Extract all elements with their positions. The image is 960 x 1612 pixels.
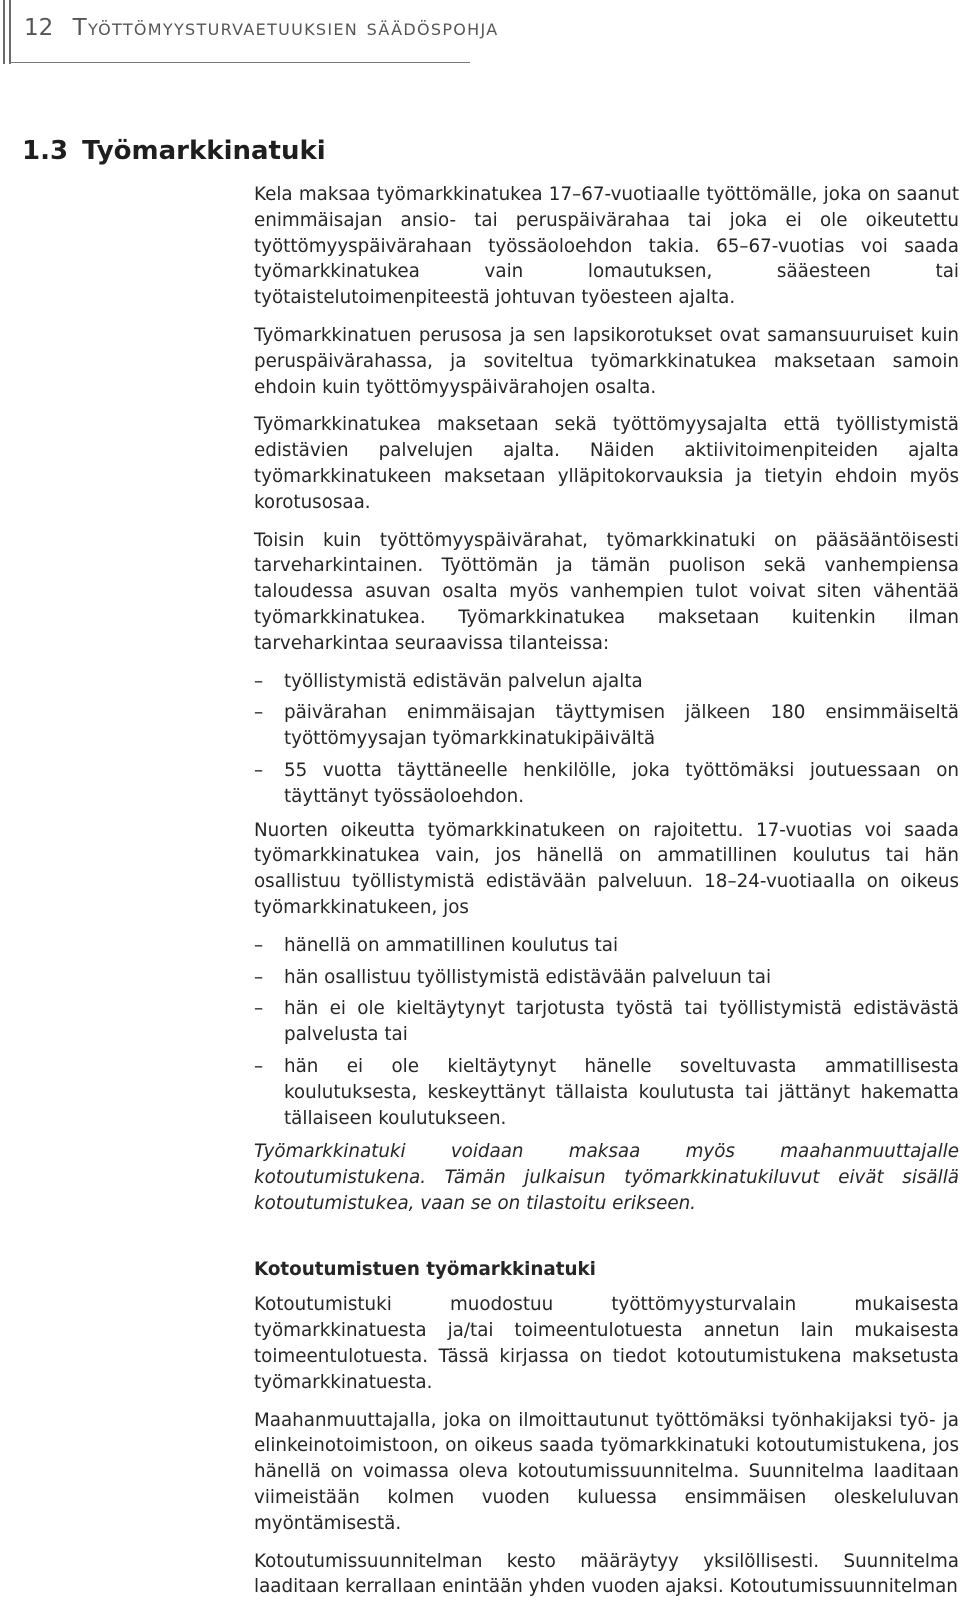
running-header <box>24 11 498 45</box>
paragraph: Toisin kuin työttömyyspäivärahat, työmarkkinatuki on pääsääntöisesti tarveharkintainen. Työttömän ja tämän puolison sekä vanhempiensa taloudessa asuvan osalta myös vanhempien tulot voivat siten vähentää työmarkkinatukea. Työmarkkinatukea maksetaan kuitenkin ilman tarveharkintaa seuraavissa tilanteissa: <box>254 529 959 654</box>
list-dash: – <box>254 966 264 988</box>
page-number: 12 <box>24 15 54 41</box>
condition-list <box>254 669 959 810</box>
margin-rule-outer <box>3 0 5 64</box>
list-item <box>254 758 959 810</box>
section-heading <box>22 134 326 168</box>
list-item <box>254 965 959 991</box>
list-item-text: 55 vuotta täyttäneelle henkilölle, joka työttömäksi joutuessaan on täyttänyt työssäoloehdon. <box>284 759 959 807</box>
header-rule <box>10 62 470 63</box>
paragraph: Nuorten oikeutta työmarkkinatukeen on rajoitettu. 17-vuotias voi saada työmarkkinatukea vain, jos hänellä on ammatillinen koulutus tai hän osallistuu työllistymistä edistävään palveluun. 18–24-vuotiaalla on oikeus työmarkkinatukeen, jos <box>254 819 959 918</box>
list-dash: – <box>254 998 264 1020</box>
paragraph: Työmarkkinatuen perusosa ja sen lapsikorotukset ovat samansuuruiset kuin peruspäivärahassa, ja soviteltua työmarkkinatukea maksetaan samoin ehdoin kuin työttömyyspäivärahojen osalta. <box>254 324 959 398</box>
list-item <box>254 933 959 959</box>
list-item-text: työllistymistä edistävän palvelun ajalta <box>284 670 643 692</box>
italic-note: Työmarkkinatuki voidaan maksaa myös maahanmuuttajalle kotoutumistukena. Tämän julkaisun työmarkkinatukiluvut eivät sisällä kotoutumistukea, vaan se on tilastoitu erikseen. <box>254 1141 959 1214</box>
list-item-text: hän ei ole kieltäytynyt hänelle soveltuvasta ammatillisesta koulutuksesta, keskeyttänyt tällaista koulutusta tai jättänyt hakematta tällaiseen koulutukseen. <box>284 1055 959 1129</box>
list-dash: – <box>254 702 264 724</box>
paragraph: Kela maksaa työmarkkinatukea 17–67-vuotiaalle työttömälle, joka on saanut enimmäisajan ansio- tai peruspäivärahaa tai joka ei ole oikeutettu työttömyyspäivärahaan työssäoloehdon takia. 65–67-vuotias voi saada työmarkkinatukea vain lomautuksen, sääesteen tai työtaistelutoimenpiteestä johtuvan työesteen ajalta. <box>254 184 959 309</box>
margin-rule-inner <box>9 0 11 64</box>
section-title: Työmarkkinatuki <box>82 136 326 166</box>
list-item <box>254 1054 959 1131</box>
paragraph: Maahanmuuttajalla, joka on ilmoittautunut työttömäksi työnhakijaksi työ- ja elinkeinotoimistoon, on oikeus saada työmarkkinatuki kotoutumistukena, jos hänellä on voimassa oleva kotoutumissuunnitelma. Suunnitelma laaditaan viimeistään kolmen vuoden kuluessa ensimmäisen oleskeluluvan myöntämisestä. <box>254 1409 959 1534</box>
list-item <box>254 669 959 695</box>
youth-condition-list <box>254 933 959 1132</box>
list-dash: – <box>254 759 264 781</box>
list-item <box>254 700 959 752</box>
list-item-text: hän ei ole kieltäytynyt tarjotusta työstä tai työllistymistä edistävästä palvelusta tai <box>284 998 959 1046</box>
list-dash: – <box>254 670 264 692</box>
body-text <box>254 182 959 1612</box>
section-number: 1.3 <box>22 136 69 166</box>
list-dash: – <box>254 1055 264 1077</box>
paragraph: Kotoutumissuunnitelman kesto määräytyy yksilöllisesti. Suunnitelma laaditaan kerrallaan enintään yhden vuoden ajaksi. Kotoutumissuunnitelman <box>254 1550 959 1598</box>
paragraph: Työmarkkinatukea maksetaan sekä työttömyysajalta että työllistymistä edistävien palvelujen ajalta. Näiden aktiivitoimenpiteiden ajalta työmarkkinatukeen maksetaan ylläpitokorvauksia ja tietyin ehdoin myös korotusosaa. <box>254 414 959 513</box>
list-item-text: hän osallistuu työllistymistä edistävään palveluun tai <box>284 966 772 988</box>
list-item <box>254 996 959 1048</box>
paragraph: Kotoutumistuki muodostuu työttömyysturvalain mukaisesta työmarkkinatuesta ja/tai toimeentulotuesta annetun lain mukaisesta toimeentulotuesta. Tässä kirjassa on tiedot kotoutumistukena maksetusta työmarkkinatuesta. <box>254 1294 959 1393</box>
subheading: Kotoutumistuen työmarkkinatuki <box>254 1258 596 1280</box>
list-dash: – <box>254 934 264 956</box>
list-item-text: päivärahan enimmäisajan täyttymisen jälkeen 180 ensimmäiseltä työttömyysajan työmarkkinatukipäivältä <box>284 702 959 750</box>
list-item-text: hänellä on ammatillinen koulutus tai <box>284 934 619 956</box>
running-title: Työttömyysturvaetuuksien säädöspohja <box>72 15 499 41</box>
